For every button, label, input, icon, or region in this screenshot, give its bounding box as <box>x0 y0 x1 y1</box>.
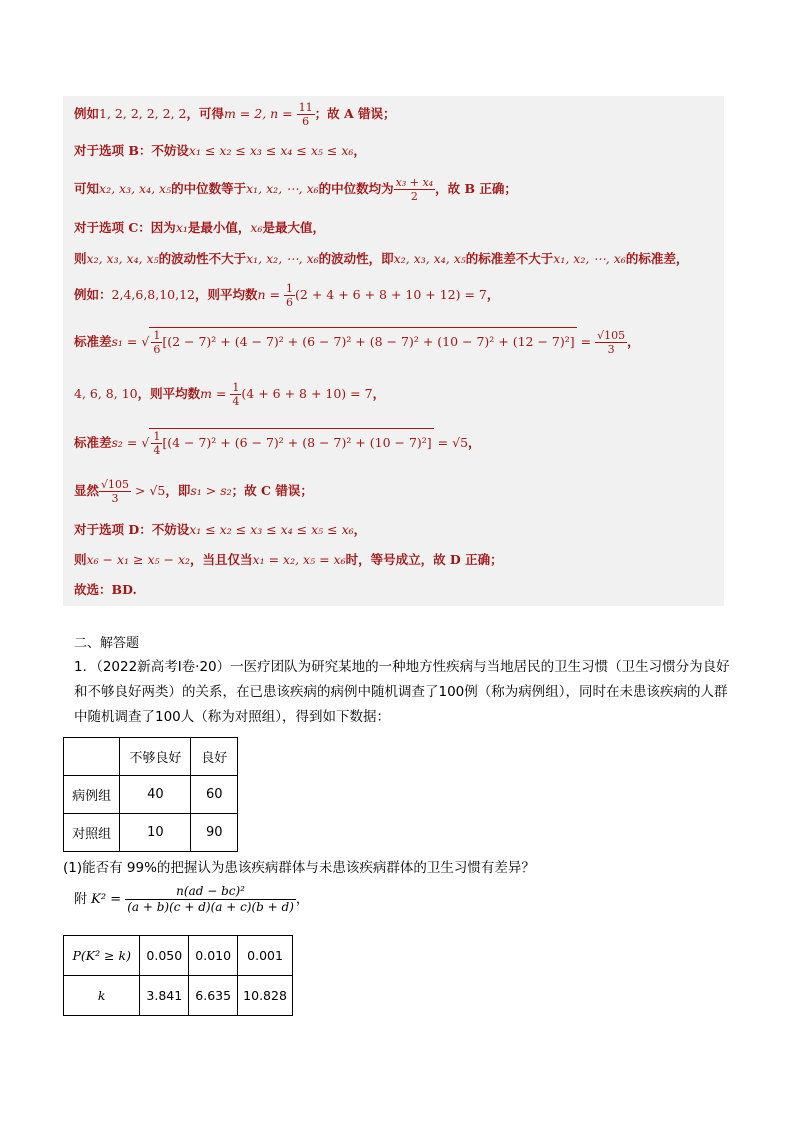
solution-line-6 <box>74 282 499 309</box>
sqrt-sign: √ <box>141 435 150 450</box>
denominator: 3 <box>607 343 615 356</box>
text: 例如 <box>74 106 100 121</box>
denominator: 6 <box>153 343 161 356</box>
text: 的标准差不大于 <box>465 251 554 266</box>
fraction <box>394 176 435 203</box>
numerator: 1 <box>153 329 161 342</box>
math: K² = <box>91 892 126 907</box>
text: 对于选项 C：因为 <box>74 220 176 235</box>
text: ， <box>486 287 500 302</box>
math: s₁ = <box>111 334 142 349</box>
table-cell: 90 <box>191 814 238 852</box>
math: m = 2, n = <box>223 106 297 121</box>
fraction <box>151 430 162 457</box>
math: x₂, x₃, x₄, x₅ <box>393 251 466 266</box>
table-cell: 3.841 <box>140 976 189 1016</box>
math: x₆ <box>250 220 263 235</box>
math: (4 + 6 + 8 + 10) = 7 <box>241 386 373 401</box>
math: x₁ ≤ x₂ ≤ x₃ ≤ x₄ ≤ x₅ ≤ x₆ <box>188 143 354 158</box>
denominator: 6 <box>286 296 294 309</box>
denominator: 4 <box>153 444 161 457</box>
math: x₂, x₃, x₄, x₅ <box>99 181 172 196</box>
table-cell: 60 <box>191 776 238 814</box>
text: ；故 C 错误； <box>231 483 313 498</box>
math: n = <box>257 287 285 302</box>
question-1: (1)能否有 99%的把握认为患该疾病群体与未患该疾病群体的卫生习惯有差异？ <box>63 860 535 876</box>
math: 4, 6, 8, 10 <box>74 386 138 401</box>
fraction <box>284 282 295 309</box>
text: 对于选项 D：不妨设 <box>74 522 190 537</box>
solution-line-2 <box>74 145 366 158</box>
fraction <box>151 329 162 356</box>
text: 的中位数均为 <box>318 181 394 196</box>
table-cell: 6.635 <box>189 976 238 1016</box>
text: 时，等号成立，故 D 正确； <box>345 552 503 567</box>
math: m = <box>200 386 231 401</box>
text: ， <box>353 143 366 158</box>
numerator: n(ad − bc)² <box>125 884 296 900</box>
math: [(4 − 7)² + (6 − 7)² + (8 − 7)² + (10 − 7)²] <box>162 435 432 450</box>
numerator: 11 <box>298 101 313 114</box>
numerator: √105 <box>597 329 626 342</box>
table-cell: k <box>64 976 140 1016</box>
table-cell: 40 <box>120 776 191 814</box>
math: = <box>576 334 596 349</box>
solution-line-1 <box>74 101 396 128</box>
numerator: 1 <box>153 430 161 443</box>
text: 则 <box>74 552 87 567</box>
numerator: √105 <box>101 478 130 491</box>
text: ， <box>468 435 481 450</box>
fraction <box>230 381 241 408</box>
fraction <box>125 884 296 915</box>
math: > √5 <box>131 483 166 498</box>
text: 的波动性，即 <box>318 251 394 266</box>
denominator: 2 <box>410 190 418 203</box>
text: 例如： <box>74 287 112 302</box>
text: ；故 A 错误； <box>314 106 396 121</box>
table-cell: 对照组 <box>64 814 120 852</box>
data-table <box>63 737 238 852</box>
fraction <box>595 329 627 356</box>
table-cell: 10.828 <box>238 976 293 1016</box>
problem-text: 1．（2022新高考Ⅰ卷·20）一医疗团队为研究某地的一种地方性疾病与当地居民的卫生习惯（卫生习惯分为良好和不够良好两类）的关系，在已患该疾病的病例中随机调查了100例（称为病例组），同时在未患该疾病的人群中随机调查了100人（称为对照组），得到如下数据： <box>74 659 730 725</box>
table-cell: 10 <box>120 814 191 852</box>
text: 附 <box>74 892 92 907</box>
text: 对于选项 B：不妨设 <box>74 143 189 158</box>
solution-line-11 <box>74 524 366 537</box>
table-header: 不够良好 <box>120 738 191 776</box>
denominator: 4 <box>232 395 240 408</box>
math: x₂, x₃, x₄, x₅ <box>86 251 159 266</box>
text: ，故 B 正确； <box>435 181 517 196</box>
text: ， <box>353 522 367 537</box>
sqrt-sign: √ <box>141 334 150 349</box>
fraction <box>99 478 131 505</box>
math: [(2 − 7)² + (4 − 7)² + (6 − 7)² + (8 − 7)² + (10 − 7)² + (12 − 7)²] <box>162 334 575 349</box>
solution-line-12 <box>74 554 503 567</box>
math: x₁ <box>175 220 188 235</box>
solution-line-5 <box>74 253 688 266</box>
table-cell: 病例组 <box>64 776 120 814</box>
text: 的波动性不大于 <box>158 251 247 266</box>
math: x₁ = x₂, x₅ = x₆ <box>252 552 346 567</box>
text: 则 <box>74 251 87 266</box>
solution-line-3 <box>74 176 517 203</box>
text: 是最大值， <box>262 220 325 235</box>
text: ，当且仅当 <box>190 552 253 567</box>
text: ，可得 <box>186 106 224 121</box>
text: 标准差 <box>74 334 112 349</box>
text: 的中位数等于 <box>171 181 247 196</box>
text: ， <box>295 892 309 907</box>
denominator: (a + b)(c + d)(a + c)(b + d) <box>127 900 294 914</box>
text: 可知 <box>74 181 100 196</box>
numerator: x₃ + x₄ <box>395 176 434 189</box>
radicand <box>149 327 576 356</box>
formula <box>74 884 309 915</box>
numerator: 1 <box>286 282 294 295</box>
table-cell: 0.050 <box>140 936 189 976</box>
section-title: 二、解答题 <box>74 636 140 651</box>
math: 1, 2, 2, 2, 2, 2 <box>99 106 187 121</box>
critical-value-table <box>63 935 293 1016</box>
numerator: 1 <box>232 381 240 394</box>
denominator: 6 <box>302 115 310 128</box>
text: ， <box>627 334 640 349</box>
solution-line-7 <box>74 327 640 356</box>
solution-line-10 <box>74 478 313 505</box>
math: x₁ ≤ x₂ ≤ x₃ ≤ x₄ ≤ x₅ ≤ x₆ <box>189 522 354 537</box>
radicand <box>149 428 433 457</box>
text: 故选：BD. <box>74 582 137 597</box>
math: s₂ = <box>111 435 142 450</box>
solution-line-4 <box>74 222 325 235</box>
table-cell <box>64 738 120 776</box>
fraction <box>297 101 315 128</box>
text: 是最小值， <box>187 220 251 235</box>
math: 2,4,6,8,10,12 <box>111 287 196 302</box>
table-cell: 0.001 <box>238 936 293 976</box>
math: x₁, x₂, ⋯, x₆ <box>553 251 626 266</box>
text: ，即 <box>165 483 191 498</box>
text: ， <box>372 386 386 401</box>
solution-line-9 <box>74 428 481 457</box>
solution-line-13 <box>74 584 137 597</box>
math: s₁ > s₂ <box>190 483 232 498</box>
table-cell: 0.010 <box>189 936 238 976</box>
text: ，则平均数 <box>195 287 258 302</box>
math: x₁, x₂, ⋯, x₆ <box>246 181 319 196</box>
text: 显然 <box>74 483 100 498</box>
math: (2 + 4 + 6 + 8 + 10 + 12) = 7 <box>295 287 487 302</box>
table-cell: P(K² ≥ k) <box>64 936 140 976</box>
math: x₁, x₂, ⋯, x₆ <box>246 251 319 266</box>
text: 的标准差， <box>625 251 689 266</box>
solution-line-8 <box>74 381 385 408</box>
math: = √5 <box>433 435 469 450</box>
math: x₆ − x₁ ≥ x₅ − x₂ <box>86 552 191 567</box>
text: 标准差 <box>74 435 112 450</box>
denominator: 3 <box>111 492 119 505</box>
text: ，则平均数 <box>137 386 201 401</box>
table-header: 良好 <box>191 738 238 776</box>
